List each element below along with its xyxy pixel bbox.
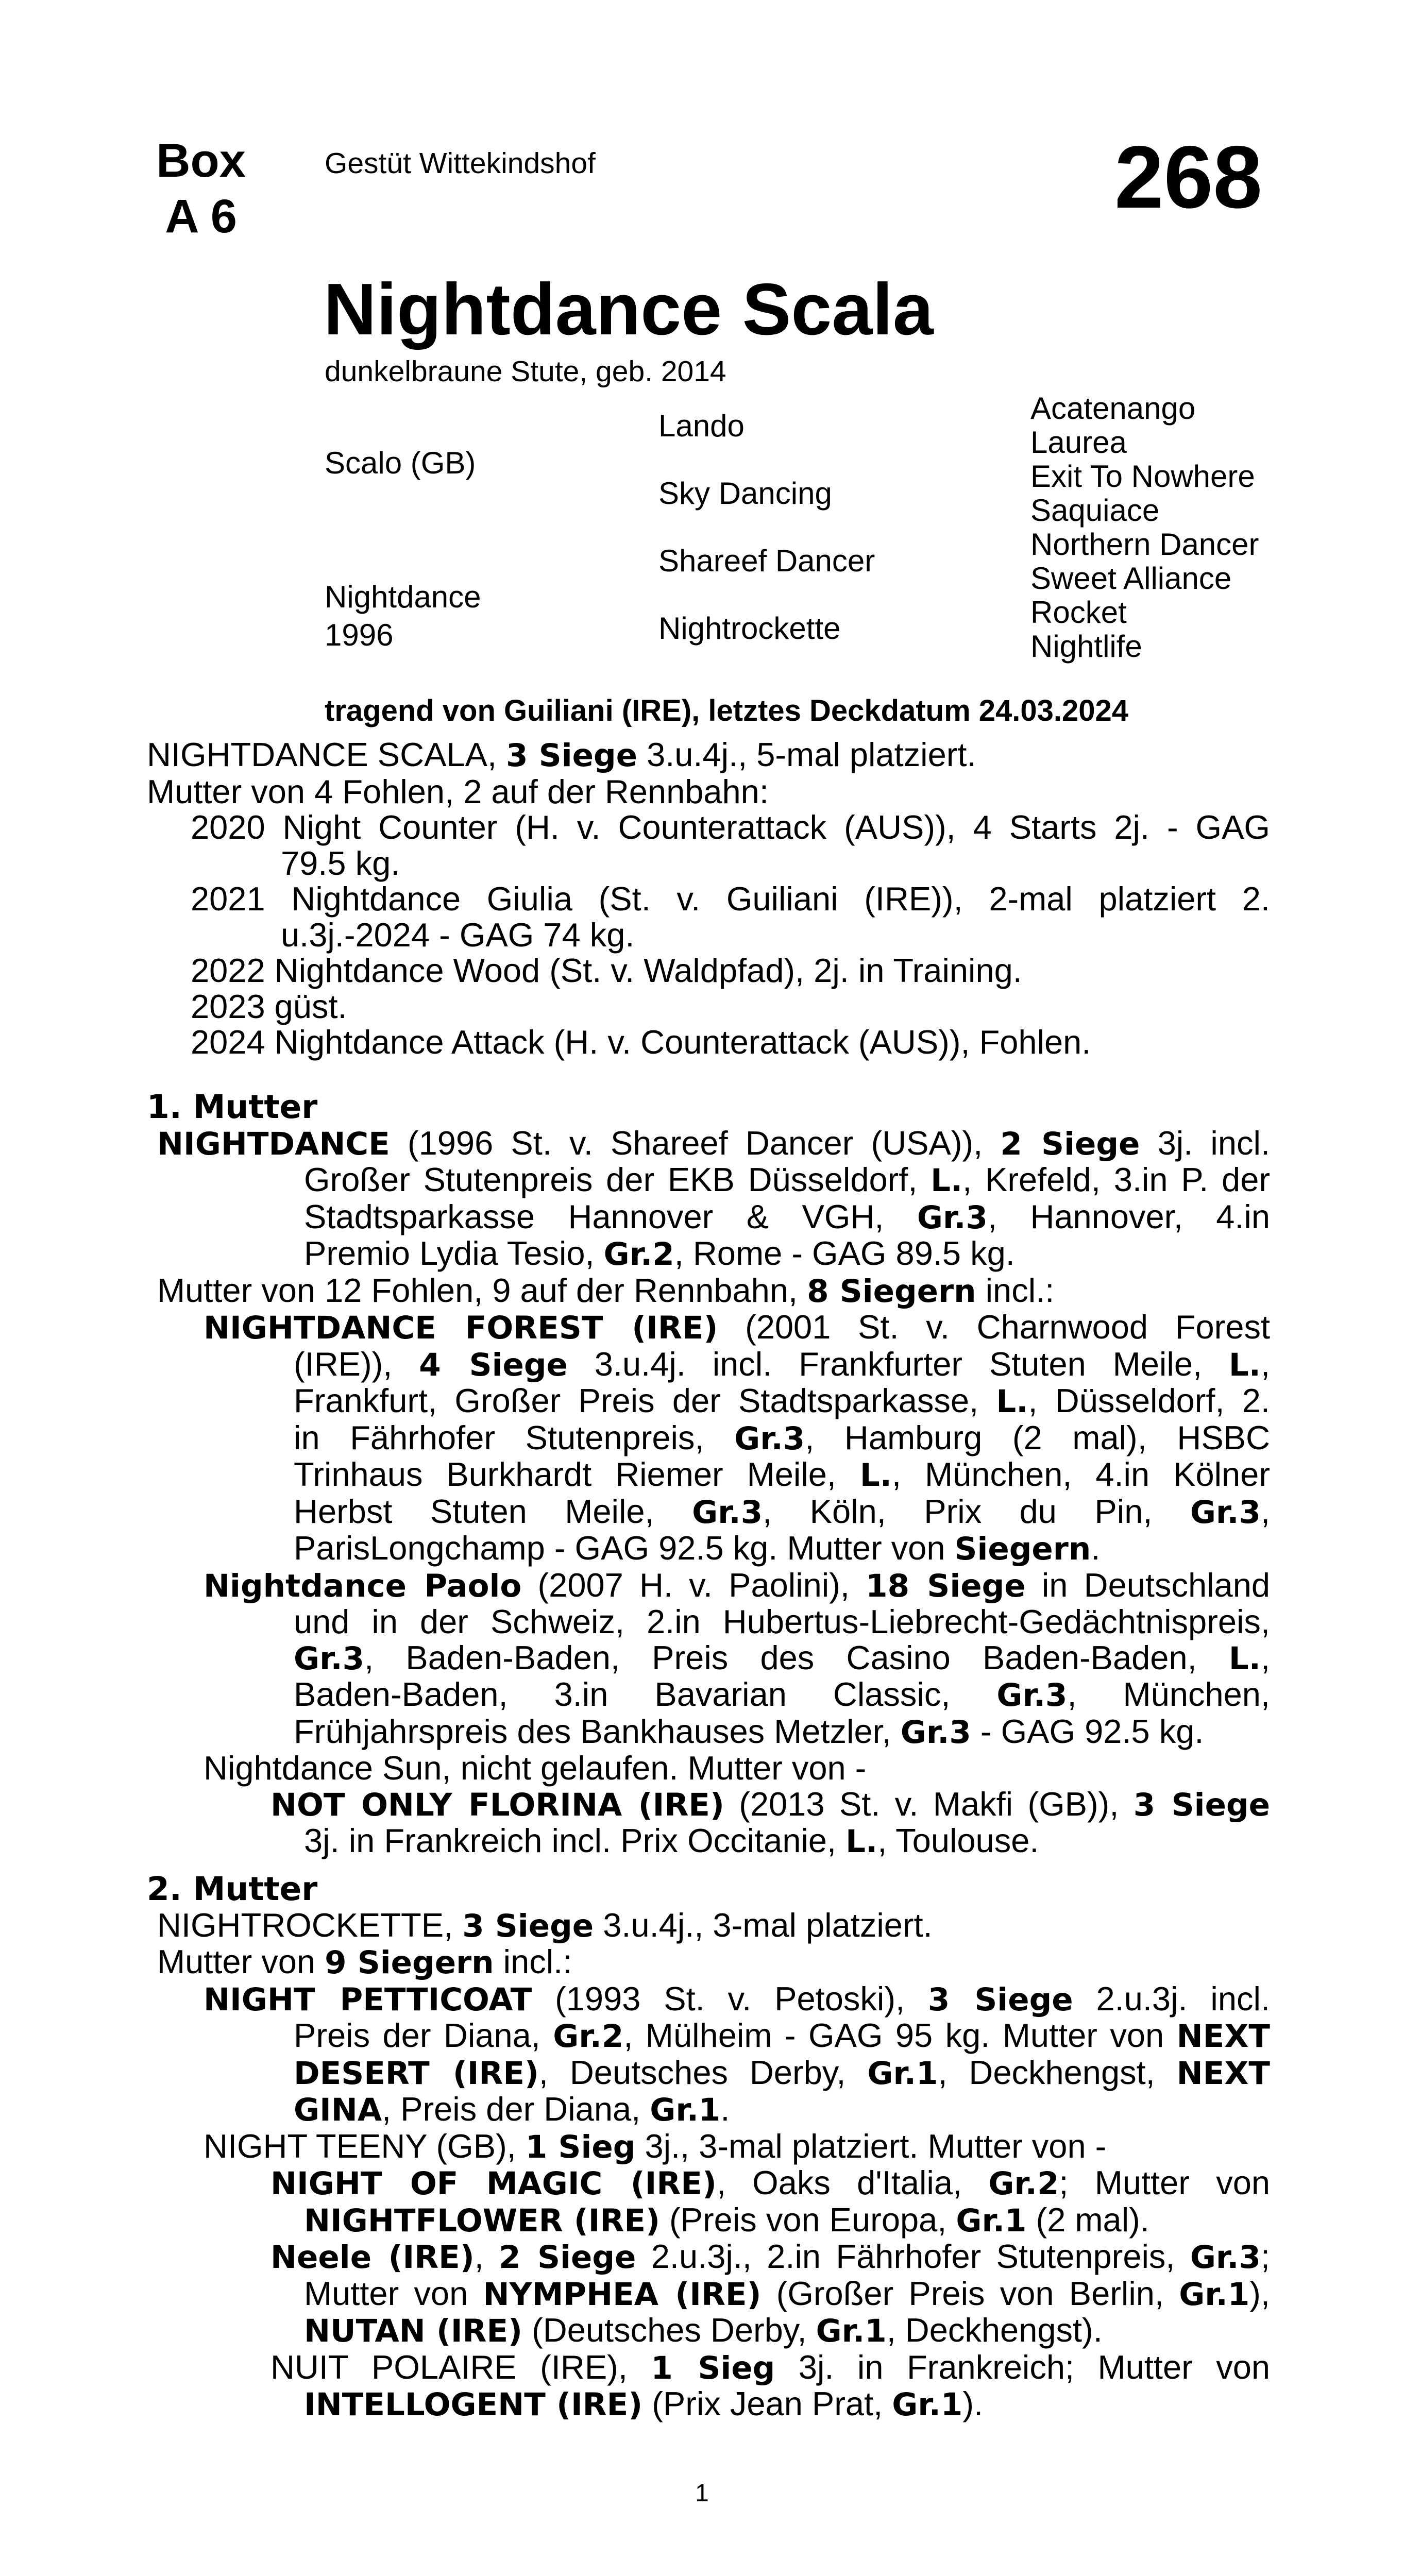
page-number: 1 [695, 2480, 709, 2507]
text-span: Gr.3 [996, 1677, 1068, 1714]
text-line [294, 1494, 1270, 1531]
text-span: Baden-Baden, 3.in Bavarian Classic, [294, 1675, 997, 1713]
pedigree-g3-item: Exit To Nowhere [1030, 459, 1255, 494]
text-span: , Düsseldorf, 2. [1028, 1382, 1270, 1419]
text-line [294, 1383, 1270, 1420]
text-span: , Oaks d'Italia, [716, 2164, 989, 2201]
text-span: Gr.3 [692, 1494, 763, 1531]
produce-nuit-polaire [270, 2349, 1270, 2386]
pedigree-g3-item: Laurea [1030, 425, 1127, 460]
text-span: in Fährhofer Stutenpreis, [294, 1418, 735, 1456]
text-span: 2.u.3j., 2.in Fährhofer Stutenpreis, [636, 2238, 1190, 2275]
first-dam-section [147, 1089, 1270, 1860]
text-line [294, 1346, 1270, 1383]
text-span: Großer Stutenpreis der EKB Düsseldorf, [304, 1161, 931, 1198]
horse-name: Nightdance Scala [324, 268, 934, 350]
text-span: 3 Siege [927, 1981, 1073, 2018]
text-span: Mutter von [157, 1943, 325, 1980]
text-span: Gr.1 [1179, 2276, 1250, 2313]
text-span: - GAG 92.5 kg. [971, 1712, 1204, 1750]
text-span: L. [996, 1383, 1028, 1420]
text-span: 8 Siegern [807, 1273, 976, 1310]
text-span: 2 Siege [499, 2239, 636, 2276]
text-span: 3 Siege [1133, 1786, 1270, 1823]
text-span: Mutter von 12 Fohlen, 9 auf der Rennbahn, [157, 1271, 807, 1309]
text-span: Trinhaus Burkhardt Riemer Meile, [294, 1455, 860, 1493]
text-span: 9 Siegern [325, 1944, 494, 1981]
text-line [294, 1714, 1270, 1751]
text-span: Gr.3 [917, 1199, 988, 1236]
text-span: NIGHT OF MAGIC (IRE) [270, 2165, 717, 2202]
text-span: 18 Siege [866, 1567, 1026, 1604]
text-span: . [720, 2090, 730, 2128]
text-span: (Preis von Europa, [659, 2200, 956, 2239]
text-span: Gr.3 [1190, 2239, 1261, 2276]
text-span: , Deckhengst, [938, 2053, 1177, 2091]
text-span: Gr.3 [294, 1640, 365, 1677]
produce-night-petticoat [204, 1981, 1270, 2018]
text-span: Neele (IRE) [270, 2239, 475, 2276]
text-span: , [474, 2238, 499, 2275]
text-line [157, 1273, 1270, 1310]
text-span: , München, 4.in Kölner [891, 1455, 1270, 1493]
text-span: , Toulouse. [877, 1822, 1039, 1859]
pedigree-sire-dam: Sky Dancing [658, 476, 832, 511]
foal-2023: 2023 güst. [191, 987, 347, 1025]
produce-night-of-magic [270, 2165, 1270, 2202]
text-span: NIGHT TEENY (GB), [204, 2127, 526, 2165]
produce-night-teeny [204, 2128, 1270, 2165]
produce-record [147, 737, 1270, 1060]
text-line [304, 2276, 1270, 2313]
text-line [294, 2055, 1270, 2092]
text-span: GINA [294, 2092, 382, 2128]
text-line [294, 1676, 1270, 1714]
text-span: NIGHTFLOWER (IRE) [304, 2202, 660, 2239]
text-span: Nightdance Paolo [204, 1567, 522, 1604]
text-span: Frühjahrspreis des Bankhauses Metzler, [294, 1712, 901, 1750]
text-span: in Deutschland [1025, 1566, 1270, 1604]
text-span: ). [962, 2385, 984, 2422]
text-line [294, 2091, 1270, 2128]
text-span: 3j. in Frankreich; Mutter von [775, 2348, 1270, 2386]
foal-2024: 2024 Nightdance Attack (H. v. Counterattack (AUS)), Fohlen. [191, 1023, 1091, 1061]
text-span: L. [1228, 1640, 1261, 1677]
text-span: Gr.1 [892, 2386, 963, 2423]
text-span: , Preis der Diana, [382, 2090, 650, 2128]
foal-2021-cont: u.3j.-2024 - GAG 74 kg. [281, 916, 635, 954]
section-heading: 1. Mutter [147, 1088, 318, 1126]
dam-nightrockette [157, 1907, 1270, 1944]
text-span: ParisLongchamp - GAG 92.5 kg. Mutter von [294, 1529, 955, 1567]
second-dam-section [147, 1871, 1270, 2423]
text-span: L. [845, 1823, 878, 1860]
pedigree-generation-3 [1030, 392, 1259, 664]
section-heading: 2. Mutter [147, 1870, 318, 1908]
produce-nightdance-sun: Nightdance Sun, nicht gelaufen. Mutter von - [204, 1749, 867, 1787]
text-line [294, 1456, 1270, 1494]
dam-nightdance [157, 1125, 1270, 1162]
text-span: 3.u.4j., 5-mal platziert. [637, 736, 976, 773]
text-span: 3.u.4j. incl. Frankfurter Stuten Meile, [567, 1345, 1229, 1383]
produce-neele [270, 2239, 1270, 2276]
text-span: , Köln, Prix du Pin, [763, 1492, 1190, 1530]
pedigree-g3-item: Saquiace [1030, 493, 1160, 528]
text-span: NOT ONLY FLORINA (IRE) [270, 1786, 724, 1823]
text-span: INTELLOGENT (IRE) [304, 2386, 643, 2423]
text-span: (Deutsches Derby, [522, 2311, 816, 2349]
produce-intellogent [304, 2386, 1270, 2423]
pedigree-dam-dam: Nightrockette [658, 611, 841, 646]
text-span: (2001 St. v. Charnwood Forest [718, 1308, 1270, 1346]
text-span: 3 Siege [462, 1907, 594, 1944]
pedigree-dam: Nightdance [325, 580, 481, 614]
text-line [294, 1640, 1270, 1677]
text-span: (1993 St. v. Petoski), [532, 1979, 928, 2018]
text-span: Siegern [954, 1531, 1091, 1567]
text-span: NEXT [1176, 2018, 1270, 2055]
produce-nightflower [304, 2202, 1270, 2239]
text-span: NIGHTDANCE FOREST (IRE) [204, 1310, 718, 1346]
text-span: 4 Siege [419, 1346, 568, 1383]
text-span: NEXT [1176, 2055, 1270, 2092]
breeder: Gestüt Wittekindshof [325, 147, 596, 180]
text-span: (2007 H. v. Paolini), [521, 1566, 866, 1604]
text-span: L. [859, 1457, 892, 1494]
text-span: Stadtsparkasse Hannover & VGH, [304, 1197, 917, 1235]
foal-2021: 2021 Nightdance Giulia (St. v. Guiliani (IRE)), 2-mal platziert 2. [191, 880, 1270, 918]
text-span: Herbst Stuten Meile, [294, 1492, 692, 1530]
box-label: Box A 6 [156, 134, 246, 243]
text-span: ), [1249, 2274, 1270, 2312]
pedigree-g3-item: Acatenango [1030, 391, 1196, 426]
text-span: Preis der Diana, [294, 2016, 553, 2054]
text-span: Gr.1 [867, 2055, 938, 2092]
foal-2022: 2022 Nightdance Wood (St. v. Waldpfad), 2j. in Training. [191, 952, 1022, 989]
text-span: incl.: [494, 1943, 572, 1980]
text-line [304, 1235, 1270, 1273]
text-span: L. [1228, 1346, 1261, 1383]
text-span: incl.: [976, 1271, 1055, 1309]
produce-line [147, 737, 1270, 774]
text-span: . [1091, 1529, 1101, 1567]
text-span: (Großer Preis von Berlin, [761, 2274, 1179, 2312]
text-span: NIGHTDANCE SCALA, [147, 736, 506, 773]
produce-line: Mutter von 4 Fohlen, 2 auf der Rennbahn: [147, 772, 769, 810]
text-line [294, 2018, 1270, 2055]
text-span: Gr.3 [1190, 1494, 1261, 1531]
text-line [157, 1944, 1270, 1981]
text-span: NUIT POLAIRE (IRE), [270, 2348, 651, 2386]
text-span: Frankfurt, Großer Preis der Stadtsparkasse, [294, 1382, 996, 1419]
text-span: (1996 St. v. Shareef Dancer (USA)), [390, 1124, 1001, 1162]
text-span: 1 Sieg [651, 2349, 775, 2386]
text-line [304, 1199, 1270, 1236]
horse-description: dunkelbraune Stute, geb. 2014 [325, 355, 726, 388]
text-span: (2 mal). [1026, 2200, 1149, 2239]
produce-nightdance-forest [204, 1309, 1270, 1346]
pedigree-g3-item: Rocket [1030, 595, 1127, 630]
text-span: 3 Siege [506, 737, 638, 774]
text-span: 3j. in Frankreich incl. Prix Occitanie, [304, 1822, 846, 1859]
text-span: , Krefeld, 3.in P. der [962, 1161, 1270, 1198]
text-line [294, 1420, 1270, 1457]
text-span: Gr.2 [553, 2018, 624, 2055]
text-span: 3j., 3-mal platziert. Mutter von - [635, 2127, 1107, 2165]
covering-note: tragend von Guiliani (IRE), letztes Deckdatum 24.03.2024 [325, 694, 1129, 727]
text-span: 3.u.4j., 3-mal platziert. [594, 1906, 933, 1944]
text-span: Premio Lydia Tesio, [304, 1234, 604, 1272]
text-span: NIGHT PETTICOAT [204, 1981, 532, 2018]
pedigree-g3-item: Sweet Alliance [1030, 561, 1232, 596]
text-span: , Rome - GAG 89.5 kg. [674, 1234, 1015, 1272]
text-line: und in der Schweiz, 2.in Hubertus-Liebrecht-Gedächtnispreis, [294, 1603, 1270, 1640]
text-span: 2.u.3j. incl. [1073, 1979, 1270, 2018]
text-span: L. [931, 1162, 963, 1199]
text-span: , München, [1067, 1675, 1270, 1713]
text-line [294, 1530, 1270, 1567]
pedigree-dam-year: 1996 [325, 618, 394, 652]
text-span: ; Mutter von [1059, 2164, 1270, 2201]
text-span: NUTAN (IRE) [304, 2313, 523, 2349]
pedigree-g3-item: Northern Dancer [1030, 527, 1259, 562]
text-span: 1 Sieg [525, 2128, 636, 2165]
text-span: (Prix Jean Prat, [642, 2385, 892, 2422]
text-span: , [1260, 1345, 1270, 1383]
text-span: Gr.3 [900, 1714, 971, 1751]
pedigree-sire: Scalo (GB) [325, 446, 476, 480]
text-span: (IRE)), [294, 1345, 419, 1383]
pedigree-g3-item: Nightlife [1030, 629, 1142, 664]
text-span: (2013 St. v. Makfi (GB)), [724, 1785, 1134, 1823]
text-span: Gr.1 [956, 2202, 1027, 2239]
text-span: DESERT (IRE) [294, 2055, 539, 2092]
text-span: NIGHTROCKETTE, [157, 1906, 463, 1944]
text-span: , [1260, 1638, 1270, 1676]
text-span: , Baden-Baden, Preis des Casino Baden-Baden, [364, 1638, 1229, 1676]
text-span: ; [1260, 2238, 1270, 2275]
text-line [304, 1162, 1270, 1199]
foal-2020: 2020 Night Counter (H. v. Counterattack (AUS)), 4 Starts 2j. - GAG [191, 808, 1270, 846]
produce-not-only-florina [270, 1786, 1270, 1823]
text-span: , [1260, 1492, 1270, 1530]
produce-nutan [304, 2312, 1270, 2349]
text-span: NIGHTDANCE [157, 1125, 390, 1162]
text-span: Mutter von [304, 2274, 483, 2312]
pedigree-sire-sire: Lando [658, 409, 745, 443]
text-span: 3j. incl. [1140, 1124, 1270, 1162]
text-span: Gr.3 [734, 1420, 805, 1457]
produce-nightdance-paolo [204, 1567, 1270, 1604]
text-span: Gr.2 [988, 2165, 1059, 2202]
text-span: 2 Siege [1000, 1125, 1140, 1162]
text-span: Gr.1 [650, 2092, 721, 2128]
lot-number: 268 [1114, 128, 1262, 227]
text-span: NYMPHEA (IRE) [483, 2276, 762, 2313]
text-line [304, 1823, 1270, 1860]
pedigree-dam-sire: Shareef Dancer [658, 544, 875, 578]
foal-2020-cont: 79.5 kg. [281, 844, 400, 882]
text-span: , Deckhengst). [886, 2311, 1103, 2349]
text-span: Gr.2 [603, 1236, 674, 1273]
text-span: , Deutsches Derby, [538, 2053, 868, 2091]
text-span: , Hamburg (2 mal), HSBC [805, 1418, 1270, 1456]
text-span: , Hannover, 4.in [987, 1197, 1270, 1235]
text-span: , Mülheim - GAG 95 kg. Mutter von [623, 2016, 1177, 2054]
text-span: Gr.1 [816, 2313, 887, 2349]
